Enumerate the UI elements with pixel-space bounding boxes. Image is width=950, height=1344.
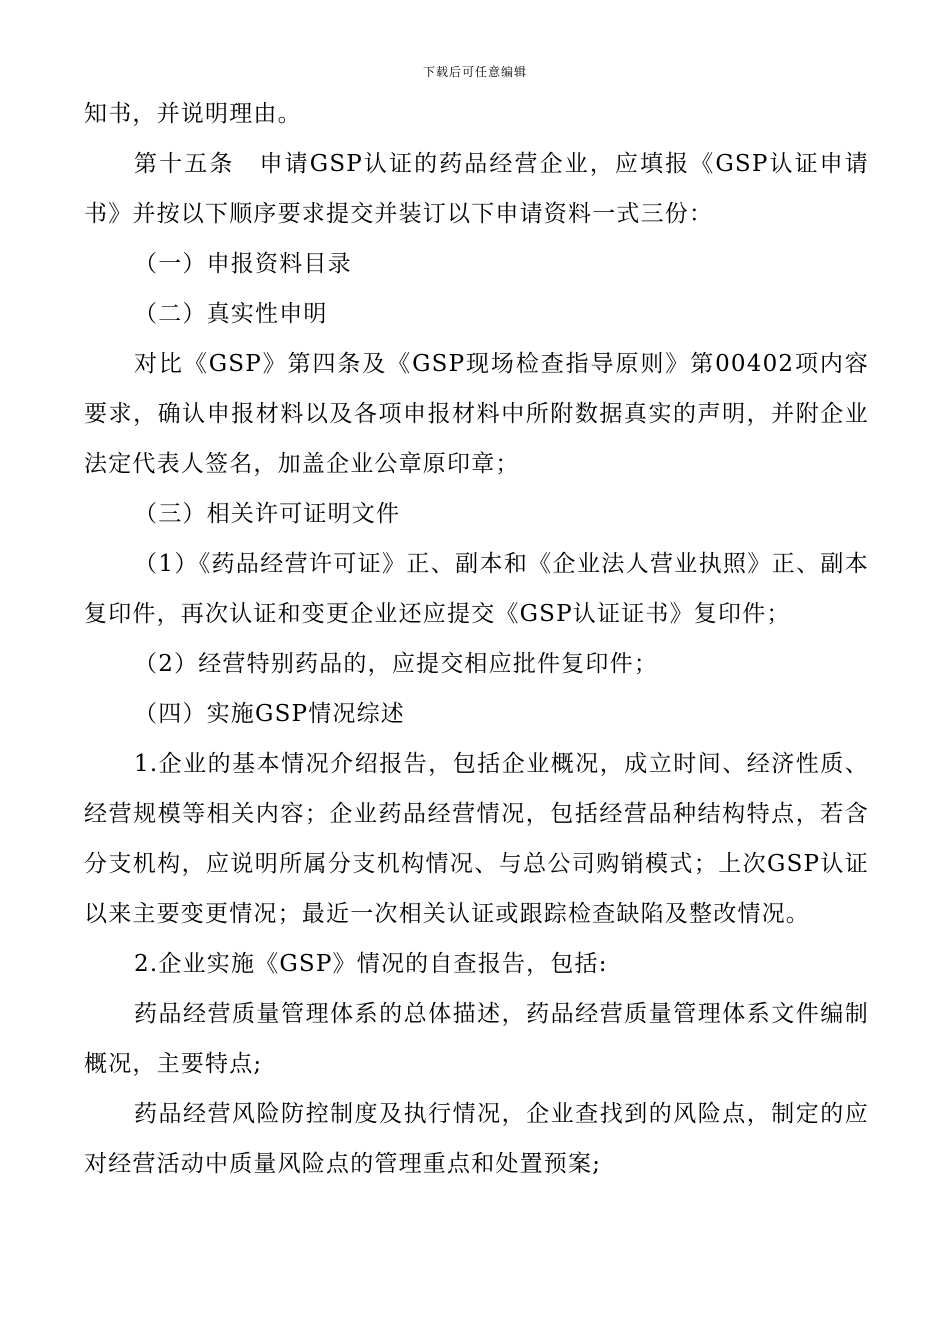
- paragraph: 知书，并说明理由。: [84, 101, 302, 127]
- paragraph: （二）真实性申明: [134, 301, 328, 327]
- paragraph: 药品经营风险防控制度及执行情况，企业查找到的风险点，制定的应对经营活动中质量风险点的管理重点和处置预案;: [84, 1101, 869, 1177]
- paragraph: 1.企业的基本情况介绍报告，包括企业概况，成立时间、经济性质、经营规模等相关内容；企业药品经营情况，包括经营品种结构特点，若含分支机构，应说明所属分支机构情况、与总公司购销模式；上次GSP认证以来主要变更情况；最近一次相关认证或跟踪检查缺陷及整改情况。: [84, 751, 869, 927]
- document-body: [84, 89, 869, 1189]
- paragraph: （2）经营特别药品的，应提交相应批件复印件；: [134, 651, 659, 677]
- paragraph: 2.企业实施《GSP》情况的自查报告，包括:: [134, 951, 608, 977]
- paragraph: （1）《药品经营许可证》正、副本和《企业法人营业执照》正、副本复印件，再次认证和变更企业还应提交《GSP认证证书》复印件；: [84, 551, 869, 627]
- paragraph: （一）申报资料目录: [134, 251, 352, 277]
- paragraph: 药品经营质量管理体系的总体描述，药品经营质量管理体系文件编制概况，主要特点;: [84, 1001, 869, 1077]
- paragraph: （四）实施GSP情况综述: [134, 701, 406, 727]
- page-header: 下载后可任意编辑: [422, 65, 527, 79]
- paragraph: 第十五条 申请GSP认证的药品经营企业，应填报《GSP认证申请书》并按以下顺序要求提交并装订以下申请资料一式三份：: [84, 151, 869, 227]
- paragraph: 对比《GSP》第四条及《GSP现场检查指导原则》第00402项内容要求，确认申报材料以及各项申报材料中所附数据真实的声明，并附企业法定代表人签名，加盖企业公章原印章；: [84, 351, 869, 477]
- paragraph: （三）相关许可证明文件: [134, 501, 401, 527]
